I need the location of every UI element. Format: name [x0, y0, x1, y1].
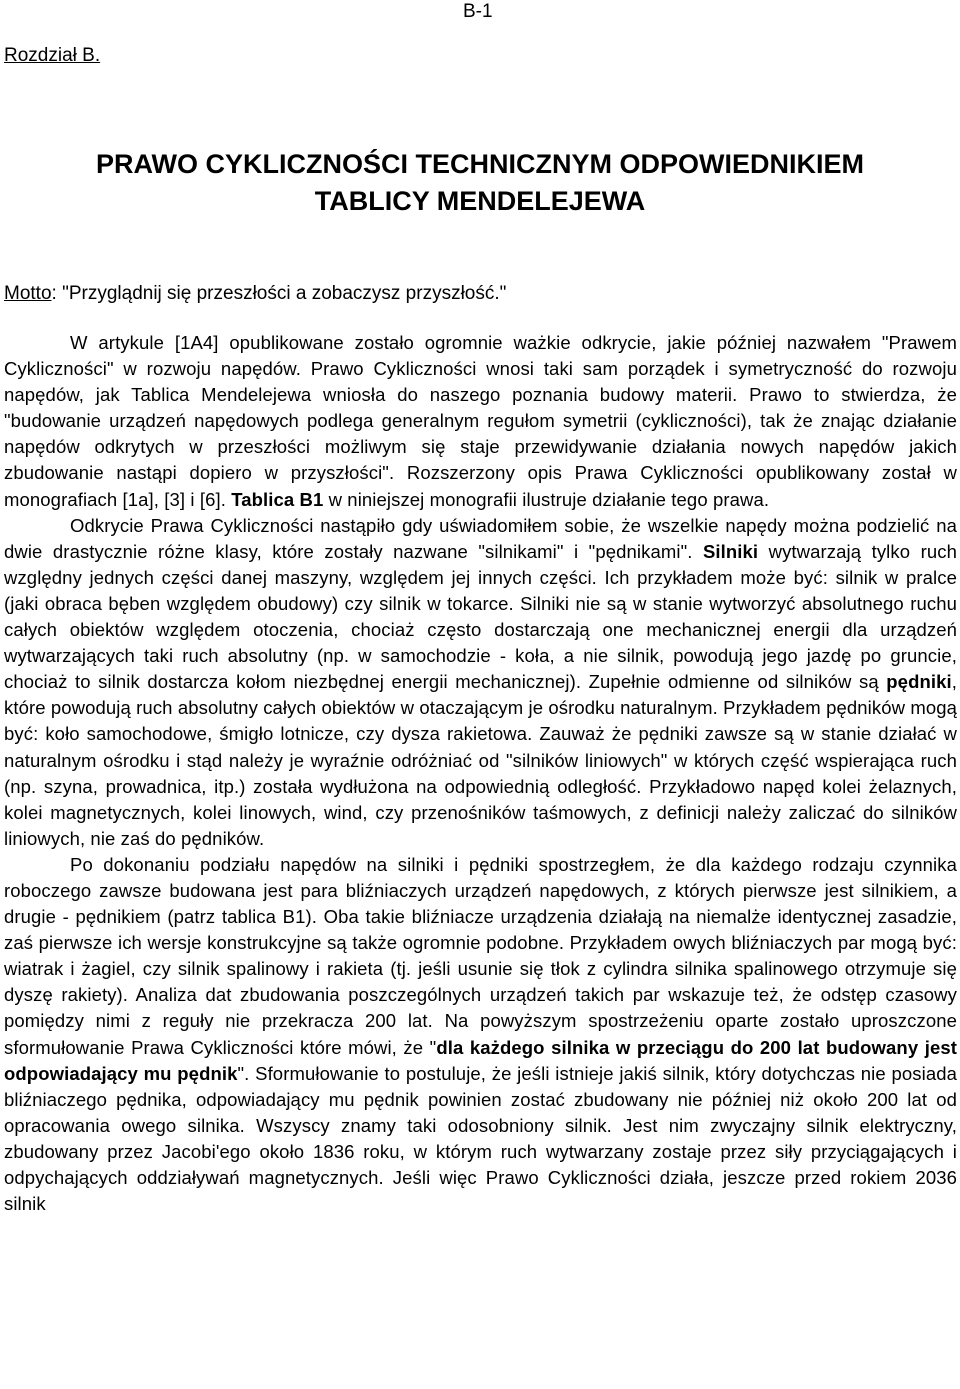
- paragraph-text: , które powodują ruch absolutny całych obiektów w otaczającym je ośrodku naturalnym. Przykładem pędników mogą być: koło samochodowe, śmigło lotnicze, czy dysza rakietowa. Zauważ że pędniki zawsze są w stanie działać w naturalnym ośrodku i stąd należy je wyraźnie odróżniać od "silników liniowych" w których część wspierająca ruch (np. szyna, prowadnica, itp.) została wydłużona na odpowiednią odległość. Przykładowo napęd kolei żelaznych, kolei magnetycznych, kolei linowych, wind, czy przenośników taśmowych, z definicji należy zaliczać do silników liniowych, nie zaś do pędników.: [4, 671, 957, 849]
- bold-text: Silniki: [702, 540, 759, 562]
- bold-text: dla każdego silnika w przeciągu do 200 lat budowany jest odpowiadający mu pędnik: [4, 1036, 957, 1084]
- title-line-1: PRAWO CYKLICZNOŚCI TECHNICZNYM ODPOWIEDNIKIEM: [96, 149, 864, 179]
- document-title: [0, 146, 960, 220]
- bold-text: pędniki: [886, 671, 952, 693]
- paragraph-text: Odkrycie Prawa Cykliczności nastąpiło gdy uświadomiłem sobie, że wszelkie napędy można podzielić na dwie drastycznie różne klasy, które zostały nazwane "silnikami" i "pędnikami".: [4, 514, 957, 562]
- motto-label: Motto: [4, 283, 52, 304]
- paragraph-text: Po dokonaniu podziału napędów na silniki i pędniki spostrzegłem, że dla każdego rodzaju czynnika roboczego zawsze budowana jest para bliźniaczych urządzeń napędowych, z których pierwsze jest silnikiem, a drugie - pędnikiem (patrz tablica B1). Oba takie bliźniacze urządzenia działają na niemalże identycznej zasadzie, zaś pierwsze ich wersje konstrukcyjne są także ogromnie podobne. Przykładem owych bliźniaczych par mogą być: wiatrak i żagiel, czy silnik spalinowy i rakieta (tj. jeśli usunie się tłok z cylindra silnika spalinowego otrzymuje się dyszę rakiety). Analiza dat zbudowania poszczególnych urządzeń takich par wskazuje też, że odstęp czasowy pomiędzy nimi z reguły nie przekracza 200 lat. Na powyższym spostrzeżeniu oparte zostało uproszczone sformułowanie Prawa Cykliczności które mówi, że ": [4, 853, 957, 1058]
- motto-text: : "Przyglądnij się przeszłości a zobaczysz przyszłość.": [51, 283, 507, 304]
- page-number: B-1: [463, 1, 493, 22]
- paragraph-text: wytwarzają tylko ruch względny jednych części danej maszyny, względem jej innych części. Ich przykładem może być: silnik w pralce (jaki obraca bęben względem obudowy) czy silnik w tokarce. Silniki nie są w stanie wytworzyć absolutnego ruchu całych obiektów względem otoczenia, chociaż często dostarczają one mechanicznej energii dla urządzeń wytwarzających taki ruch absolutny (np. w samochodzie - koła, a nie silnik, powodują jego jazdę po gruncie, chociaż to silnik dostarcza kołom niezbędnej energii mechanicznej). Zupełnie odmienne od silników są: [4, 540, 957, 693]
- paragraph: [4, 852, 957, 1217]
- paragraph-text: W artykule [1A4] opublikowane zostało ogromnie ważkie odkrycie, jakie później nazwałem "Prawem Cykliczności" w rozwoju napędów. Prawo Cykliczności wnosi taki sam porządek i symetryczność do rozwoju napędów, jak Tablica Mendelejewa wniosła do naszego poznania budowy materii. Prawo to stwierdza, że "budowanie urządzeń napędowych podlega generalnym regułom symetrii (cykliczności), tak że znając działanie napędów odkrytych w przeszłości możliwym się staje przewidywanie działania nowych napędów jakich zbudowanie nastąpi dopiero w przyszłości". Rozszerzony opis Prawa Cykliczności opublikowany został w monografiach [1a], [3] i [6].: [4, 332, 957, 510]
- paragraph-text: w niniejszej monografii ilustruje działanie tego prawa.: [323, 488, 770, 510]
- bold-text: Tablica B1: [231, 488, 324, 510]
- motto: [4, 282, 506, 306]
- body-text: [4, 330, 957, 1217]
- paragraph: [4, 513, 957, 852]
- paragraph: [4, 330, 957, 513]
- title-line-2: TABLICY MENDELEJEWA: [314, 186, 646, 216]
- chapter-heading: Rozdział B.: [4, 45, 101, 66]
- paragraph-text: ". Sformułowanie to postuluje, że jeśli istnieje jakiś silnik, który dotychczas nie posiada bliźniaczego pędnika, odpowiadający mu pędnik powinien zostać zbudowany nie później niż około 200 lat od opracowania owego silnika. Wszyscy znamy taki odosobniony silnik. Jest nim zwyczajny silnik elektryczny, zbudowany przez Jacobi'ego około 1836 roku, w którym ruch wytwarzany zostaje przez siły przyciągających i odpychających oddziaływań magnetycznych. Jeśli więc Prawo Cykliczności działa, jeszcze przed rokiem 2036 silnik: [4, 1062, 957, 1215]
